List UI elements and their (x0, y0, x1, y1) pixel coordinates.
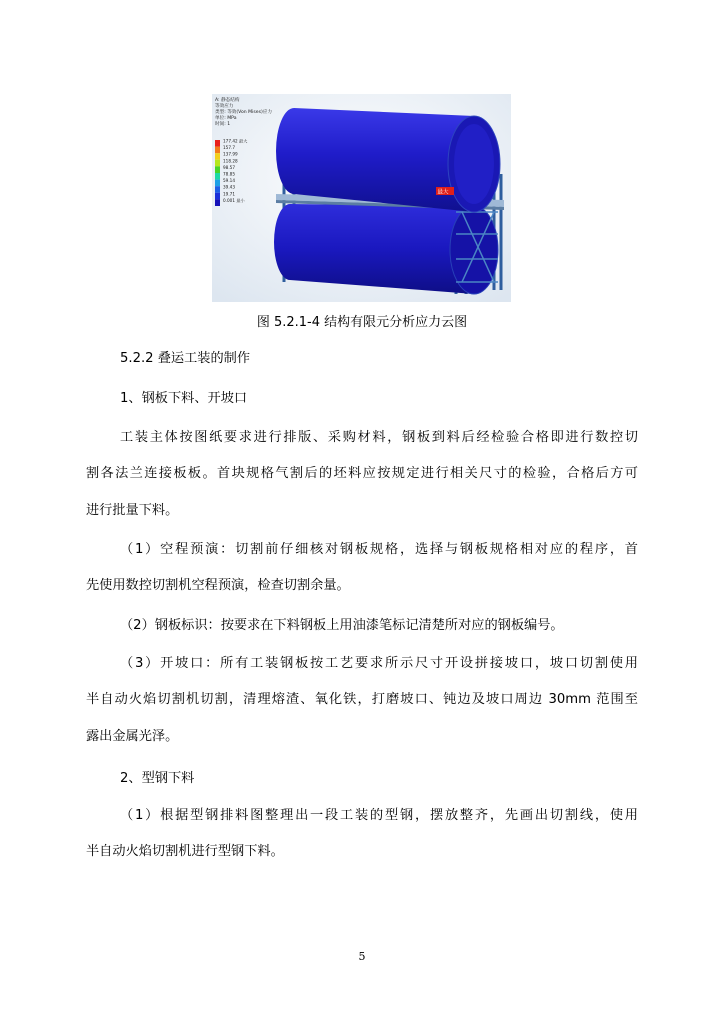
paragraph-line: 工装主体按图纸要求进行排版、采购材料，钢板到料后经检验合格即进行数控切 (120, 430, 638, 445)
paragraph-line: 先使用数控切割机空程预演，检查切割余量。 (86, 578, 350, 594)
legend-header-line: 单位: MPa (215, 116, 237, 121)
legend-header-line: 时间: 1 (215, 122, 231, 127)
paragraph-line: 半自动火焰切割机进行型钢下料。 (86, 844, 284, 860)
legend-value-label: 19.71 (223, 191, 235, 197)
legend-swatch (215, 193, 220, 200)
page-number: 5 (358, 950, 366, 963)
stress-contour-figure (212, 94, 511, 302)
legend-header-line: 类型: 等效(Von Mises)应力 (215, 110, 272, 115)
fea-render (212, 94, 511, 302)
paragraph-line: 露出金属光泽。 (86, 728, 179, 744)
paragraph-line: 割各法兰连接板板。首块规格气割后的坯料应按规定进行相关尺寸的检验，合格后方可 (86, 466, 638, 482)
paragraph-line: 半自动火焰切割机切割，清理熔渣、氧化铁，打磨坡口、钝边及坡口周边 30mm 范围至 (86, 692, 638, 708)
legend-value-label: 118.28 (223, 158, 238, 164)
paragraph-line: （1）根据型钢排料图整理出一段工装的型钢，摆放整齐，先画出切割线，使用 (120, 808, 638, 823)
paragraph-3 (86, 608, 638, 644)
legend-value-label: 0.001 最小 (223, 197, 245, 203)
paragraph-1 (86, 420, 638, 529)
legend-header-line: A: 静态结构 (215, 98, 240, 103)
legend-swatch (215, 147, 220, 154)
legend-swatch (215, 173, 220, 180)
item-1-title: 1、钢板下料、开坡口 (120, 391, 248, 406)
legend-value-label: 177.42 最大 (223, 138, 248, 144)
legend-value-label: 39.43 (223, 184, 235, 190)
paragraph-4 (86, 646, 638, 755)
item-2-title: 2、型钢下料 (120, 771, 195, 786)
legend-value-label: 137.99 (223, 151, 238, 157)
lower-cylinder (274, 204, 498, 294)
section-title: 5.2.2 叠运工装的制作 (120, 351, 251, 366)
legend-value-label: 59.14 (223, 178, 235, 184)
legend-swatch (215, 166, 220, 173)
legend-swatch (215, 180, 220, 187)
legend-value-label: 98.57 (223, 164, 235, 170)
paragraph-line: （2）钢板标识：按要求在下料钢板上用油漆笔标记清楚所对应的钢板编号。 (120, 618, 564, 633)
legend-value-label: 157.7 (223, 145, 235, 151)
figure-caption: 图 5.2.1-4 结构有限元分析应力云图 (256, 315, 468, 330)
paragraph-line: （1）空程预演：切割前仔细核对钢板规格，选择与钢板规格相对应的程序，首 (120, 542, 638, 557)
legend-swatch (215, 199, 220, 206)
legend-swatch (215, 153, 220, 160)
paragraph-line: （3）开坡口：所有工装钢板按工艺要求所示尺寸开设拼接坡口，坡口切割使用 (120, 656, 638, 671)
legend-swatch (215, 140, 220, 147)
paragraph-5 (86, 798, 638, 871)
legend-value-label: 78.85 (223, 171, 235, 177)
legend-swatch (215, 160, 220, 167)
max-stress-tag: 最大 (437, 189, 449, 196)
paragraph-2 (86, 532, 638, 605)
legend-header-line: 等效应力 (215, 104, 234, 109)
legend-swatch (215, 186, 220, 193)
paragraph-line: 进行批量下料。 (86, 502, 179, 518)
